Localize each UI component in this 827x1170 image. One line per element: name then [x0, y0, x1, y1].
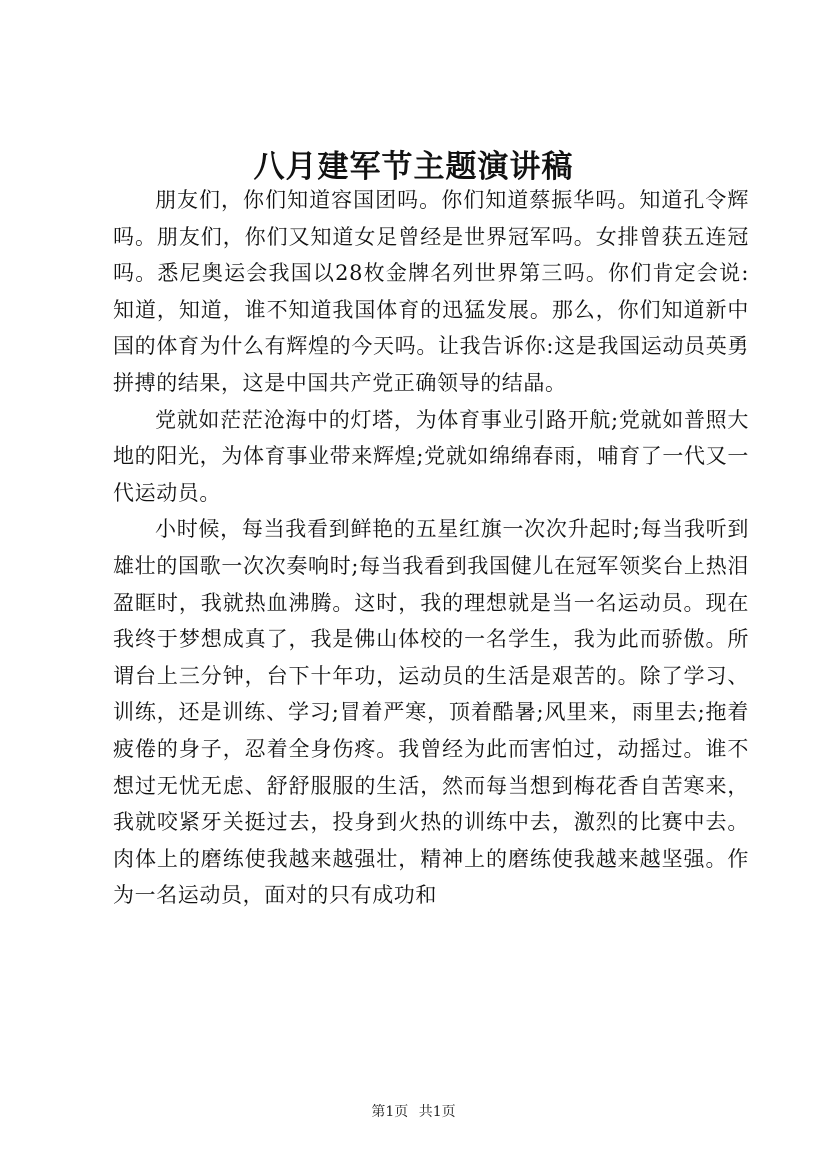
page-total: 共1页: [418, 1104, 456, 1120]
paragraph-3: 小时候，每当我看到鲜艳的五星红旗一次次升起时;每当我听到雄壮的国歌一次次奏响时;每当我看到我国健儿在冠军领奖台上热泪盈眶时，我就热血沸腾。这时，我的理想就是当一名运动员。现在我终于梦想成真了，我是佛山体校的一名学生，我为此而骄傲。所谓台上三分钟，台下十年功，运动员的生活是艰苦的。除了学习、训练，还是训练、学习;冒着严寒，顶着酷暑;风里来，雨里去;拖着疲倦的身子，忍着全身伤疼。我曾经为此而害怕过，动摇过。谁不想过无忧无虑、舒舒服服的生活，然而每当想到梅花香自苦寒来，我就咬紧牙关挺过去，投身到火热的训练中去，激烈的比赛中去。肉体上的磨练使我越来越强壮，精神上的磨练使我越来越坚强。作为一名运动员，面对的只有成功和: [113, 517, 749, 908]
document-body: [113, 182, 749, 914]
page-footer: [0, 1102, 827, 1122]
document-title: 八月建军节主题演讲稿: [253, 149, 574, 185]
page-number: 第1页: [371, 1104, 409, 1120]
paragraph-2: 党就如茫茫沧海中的灯塔，为体育事业引路开航;党就如普照大地的阳光，为体育事业带来辉煌;党就如绵绵春雨，哺育了一代又一代运动员。: [113, 407, 749, 505]
paragraph-1: 朋友们，你们知道容国团吗。你们知道蔡振华吗。知道孔令辉吗。朋友们，你们又知道女足曾经是世界冠军吗。女排曾获五连冠吗。悉尼奥运会我国以28枚金牌名列世界第三吗。你们肯定会说:知道，知道，谁不知道我国体育的迅猛发展。那么，你们知道新中国的体育为什么有辉煌的今天吗。让我告诉你:这是我国运动员英勇拼搏的结果，这是中国共产党正确领导的结晶。: [113, 188, 749, 395]
